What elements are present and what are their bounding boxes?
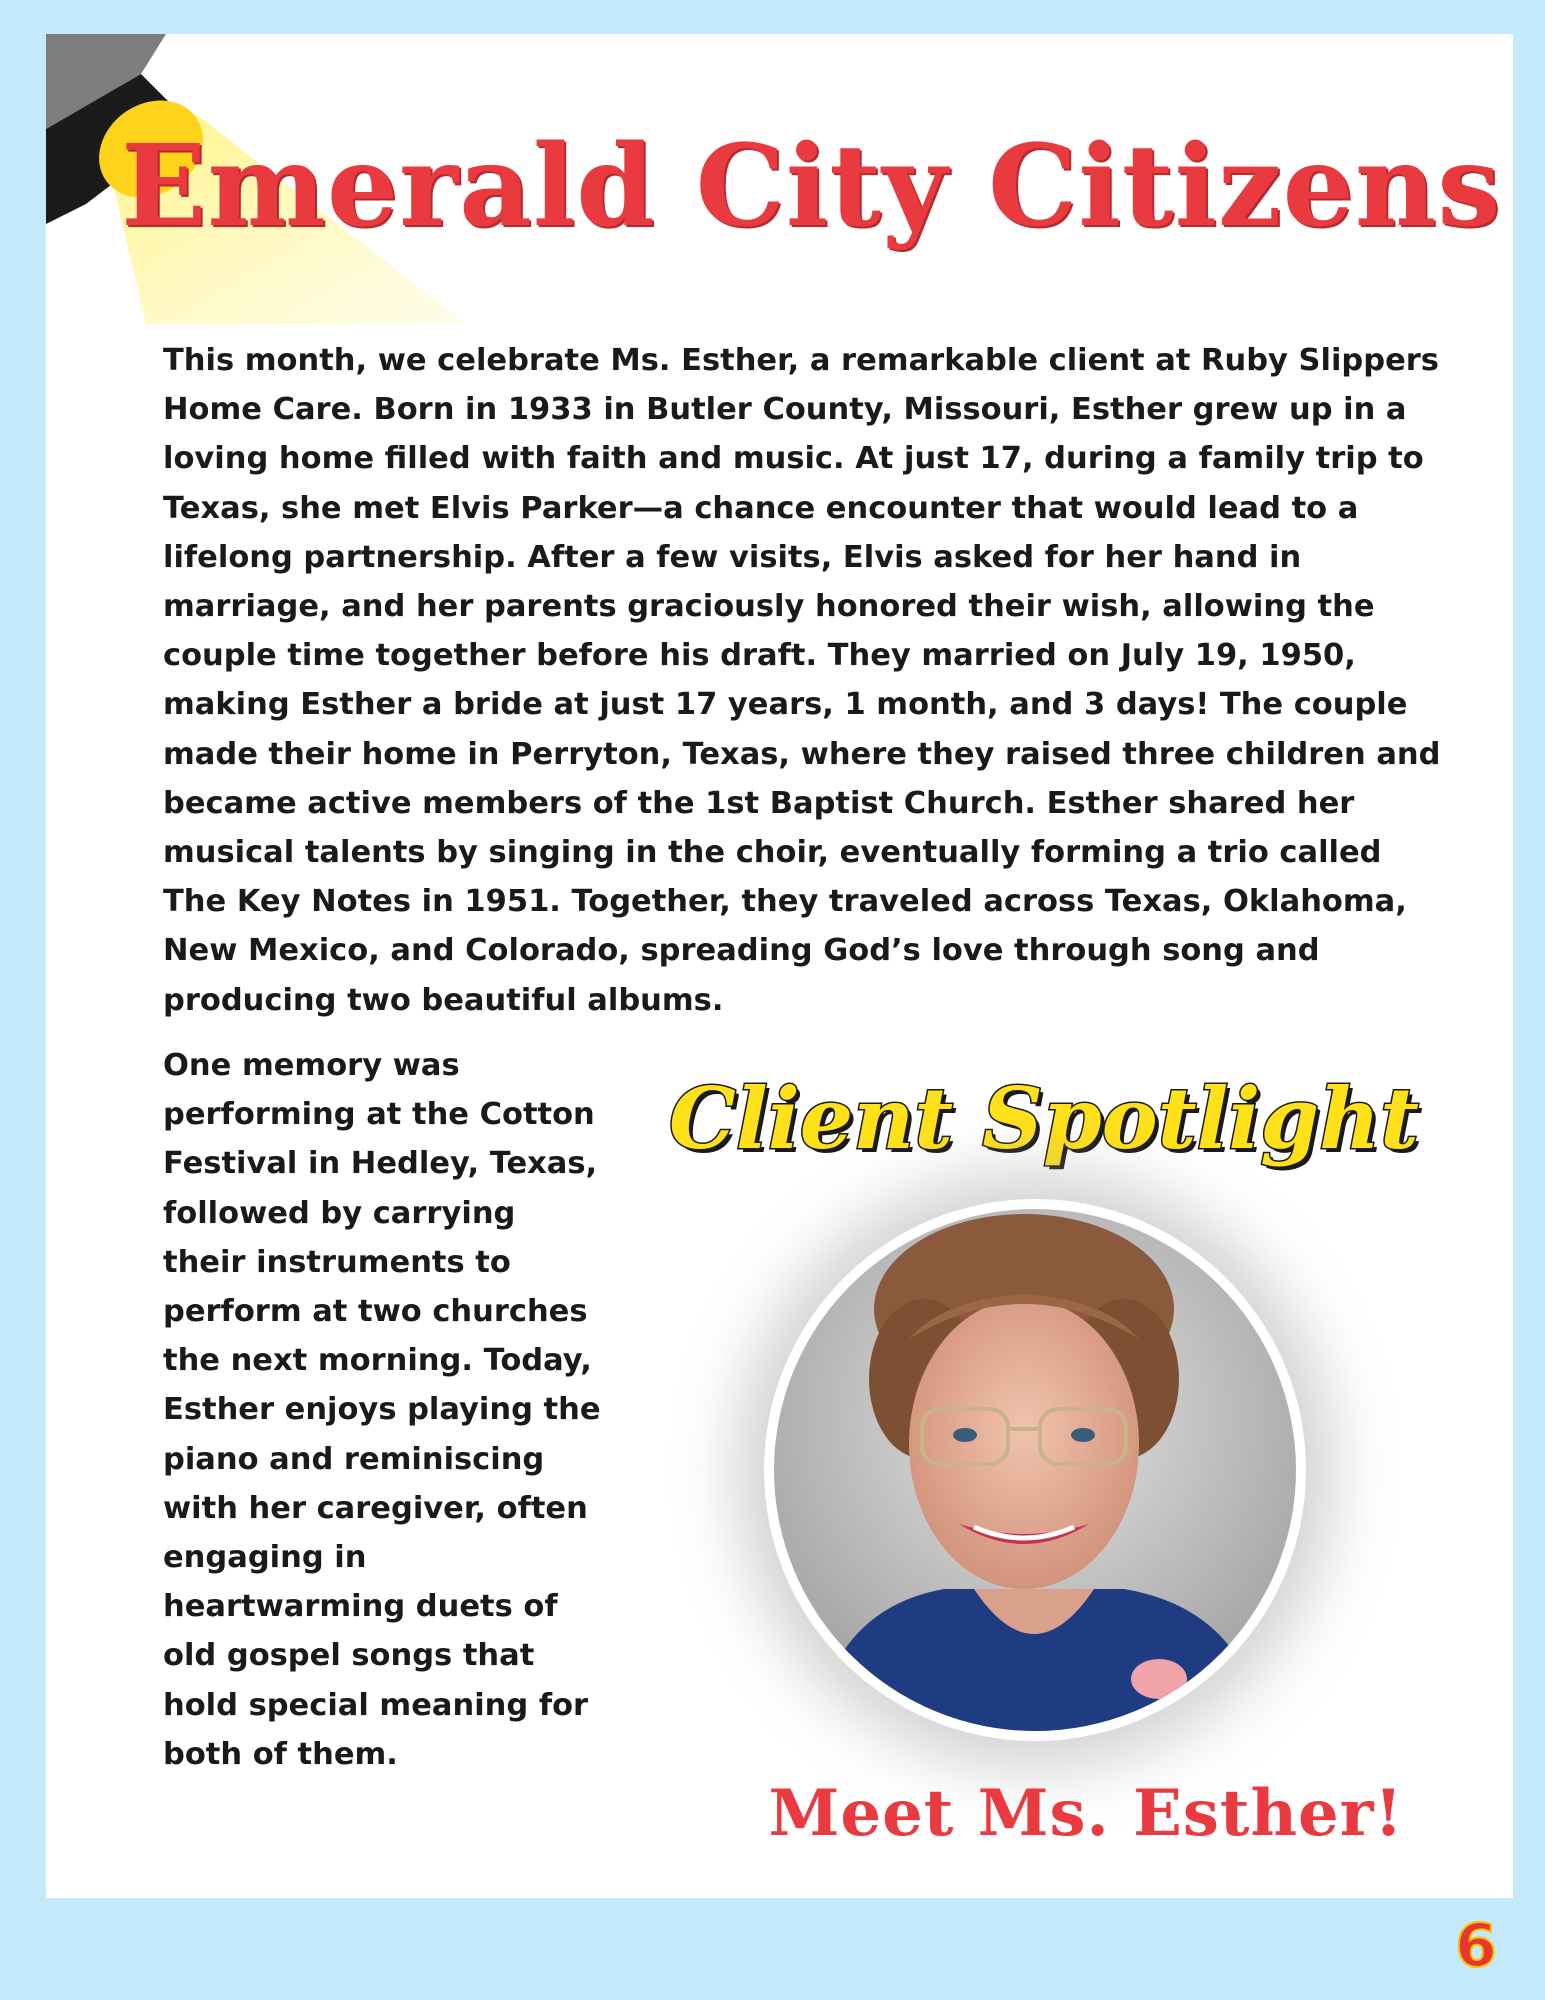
article-continued: One memory was performing at the Cotton Festival in Hedley, Texas, followed by carrying their instruments to perform at two churches the next morning. Today, Esther enjoys playing the piano and reminiscing with her caregiver, often engaging in heartwarming duets of old gospel songs that hold special meaning for both of them.: [163, 1048, 601, 1772]
client-photo-frame: [764, 1199, 1306, 1741]
page-number: 6: [1455, 1911, 1497, 1981]
article-intro: This month, we celebrate Ms. Esther, a remarkable client at Ruby Slippers Home Care. Born in 1933 in Butler County, Missouri, Esther grew up in a loving home filled with faith and music. At just 17, during a family trip to Texas, she met Elvis Parker—a chance encounter that would lead to a lifelong partnership. After a few visits, Elvis asked for her hand in marriage, and her parents graciously honored their wish, allowing the couple time together before his draft. They married on July 19, 1950, making Esther a bride at just 17 years, 1 month, and 3 days! The couple made their home in Perryton, Texas, where they raised three children and became active members of the 1st Baptist Church. Esther shared her musical talents by singing in the choir, eventually forming a trio called The Key Notes in 1951. Together, they traveled across Texas, Oklahoma, New Mexico, and Colorado, spreading God’s love through song and producing two beautiful albums.: [163, 343, 1441, 1018]
client-photo: [774, 1209, 1296, 1731]
client-spotlight-heading: Client Spotlight: [669, 1069, 1419, 1168]
meet-caption: Meet Ms. Esther!: [768, 1776, 1404, 1851]
newsletter-title: Emerald City Citizens: [121, 121, 1502, 252]
newsletter-page: [46, 34, 1513, 1898]
